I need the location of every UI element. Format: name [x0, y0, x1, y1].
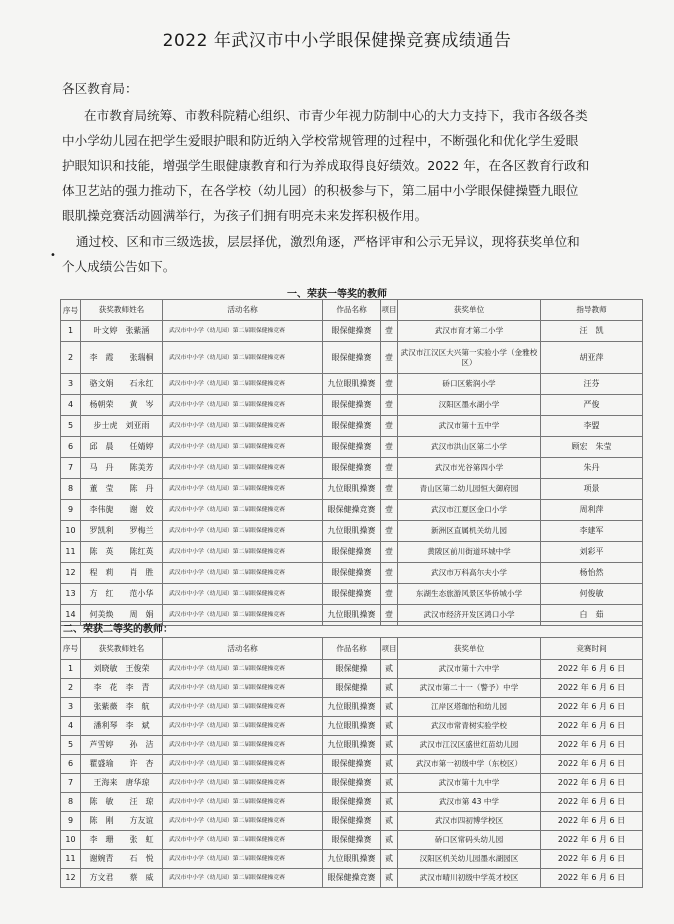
table-cell: 潘利琴 李 斌 [81, 717, 163, 736]
table-cell: 壹 [381, 605, 398, 626]
column-header: 获奖单位 [398, 300, 541, 321]
table-cell: 1 [61, 321, 81, 342]
table-cell: 2022 年 6 月 6 日 [541, 831, 643, 850]
table-cell: 贰 [381, 717, 398, 736]
table-cell: 李建军 [541, 521, 643, 542]
table-cell: 项景 [541, 479, 643, 500]
table-row [61, 416, 643, 437]
para2-line: 个人成绩公告如下。 [62, 259, 176, 274]
table-cell: 芦雪婷 孙 洁 [81, 736, 163, 755]
table-cell: 眼保健操竞赛 [323, 869, 381, 888]
column-header: 项目 [381, 300, 398, 321]
table-cell: 贰 [381, 755, 398, 774]
table-cell: 眼保健操赛 [323, 458, 381, 479]
table-cell: 李 花 李 青 [81, 679, 163, 698]
table-cell: 武汉市中小学（幼儿园）第二届眼保健操竞赛 [163, 812, 323, 831]
table-row [61, 479, 643, 500]
table-cell: 7 [61, 774, 81, 793]
table-cell: 武汉市江夏区金口小学 [398, 500, 541, 521]
table-cell: 顾宏 朱莹 [541, 437, 643, 458]
table-cell: 眼保健操赛 [323, 793, 381, 812]
table-cell: 九位眼肌操赛 [323, 698, 381, 717]
table-cell: 2022 年 6 月 6 日 [541, 736, 643, 755]
table-cell: 武汉市中小学（幼儿园）第二届眼保健操竞赛 [163, 698, 323, 717]
table-cell: 贰 [381, 679, 398, 698]
table-cell: 李 珊 张 虹 [81, 831, 163, 850]
table-cell: 杨朝荣 黄 岑 [81, 395, 163, 416]
table-cell: 武汉市育才第二小学 [398, 321, 541, 342]
table-cell: 胡亚萍 [541, 342, 643, 374]
table-row [61, 437, 643, 458]
table-row [61, 793, 643, 812]
table-row [61, 458, 643, 479]
table-cell: 武汉市中小学（幼儿园）第二届眼保健操竞赛 [163, 416, 323, 437]
table-cell: 武汉市中小学（幼儿园）第二届眼保健操竞赛 [163, 458, 323, 479]
table-cell: 罗凯利 罗梅兰 [81, 521, 163, 542]
table-row [61, 374, 643, 395]
table-cell: 壹 [381, 542, 398, 563]
table-cell: 壹 [381, 500, 398, 521]
table-cell: 何俊敏 [541, 584, 643, 605]
table-cell: 九位眼肌操赛 [323, 374, 381, 395]
table-cell: 武汉市江汉区盛世红苗幼儿园 [398, 736, 541, 755]
table-cell: 九位眼肌操赛 [323, 850, 381, 869]
table-cell: 8 [61, 479, 81, 500]
table-cell: 2022 年 6 月 6 日 [541, 755, 643, 774]
table-cell: 2022 年 6 月 6 日 [541, 869, 643, 888]
table-row [61, 395, 643, 416]
table-cell: 壹 [381, 374, 398, 395]
column-header: 获奖单位 [398, 638, 541, 660]
table-cell: 贰 [381, 850, 398, 869]
table-cell: 眼保健操赛 [323, 563, 381, 584]
table-cell: 6 [61, 437, 81, 458]
table-cell: 壹 [381, 563, 398, 584]
table-cell: 11 [61, 850, 81, 869]
table-cell: 2 [61, 342, 81, 374]
table-cell: 壹 [381, 458, 398, 479]
table-cell: 李伟旎 谢 姣 [81, 500, 163, 521]
column-header: 活动名称 [163, 638, 323, 660]
para1-line: 护眼知识和技能，增强学生眼健康教育和行为养成取得良好绩效。2022 年，在各区教育行政和 [62, 158, 590, 173]
table-cell: 步士虎 刘亚雨 [81, 416, 163, 437]
table-cell: 武汉市经济开发区鸿口小学 [398, 605, 541, 626]
table-cell: 2022 年 6 月 6 日 [541, 812, 643, 831]
table-cell: 李 霞 张瑞桐 [81, 342, 163, 374]
table-row [61, 736, 643, 755]
table-cell: 武汉市中小学（幼儿园）第二届眼保健操竞赛 [163, 850, 323, 869]
table-row [61, 584, 643, 605]
table-cell: 眼保健操赛 [323, 437, 381, 458]
table-cell: 武汉市中小学（幼儿园）第二届眼保健操竞赛 [163, 869, 323, 888]
para1-line: 体卫艺站的强力推动下，在各学校（幼儿园）的积极参与下，第二届中小学眼保健操暨九眼位 [62, 183, 579, 198]
bullet-mark: • [50, 250, 56, 261]
table-cell: 武汉市中小学（幼儿园）第二届眼保健操竞赛 [163, 605, 323, 626]
table-cell: 武汉市中小学（幼儿园）第二届眼保健操竞赛 [163, 563, 323, 584]
table-cell: 2022 年 6 月 6 日 [541, 850, 643, 869]
table-cell: 眼保健操赛 [323, 395, 381, 416]
table-row [61, 563, 643, 584]
table-cell: 眼保健操赛 [323, 755, 381, 774]
table-row [61, 500, 643, 521]
table-row [61, 679, 643, 698]
table-cell: 武汉市中小学（幼儿园）第二届眼保健操竞赛 [163, 736, 323, 755]
table-cell: 武汉市万科高尔夫小学 [398, 563, 541, 584]
table-header-row [61, 300, 643, 321]
column-header: 作品名称 [323, 300, 381, 321]
table-row [61, 774, 643, 793]
table-cell: 董 莹 陈 丹 [81, 479, 163, 500]
table-row [61, 755, 643, 774]
table-cell: 武汉市中小学（幼儿园）第二届眼保健操竞赛 [163, 542, 323, 563]
table-cell: 贰 [381, 660, 398, 679]
second-prize-table [60, 621, 643, 888]
table-row [61, 717, 643, 736]
para1-line: 中小学幼儿园在把学生爱眼护眼和防近纳入学校常规管理的过程中，不断强化和优化学生爱眼 [62, 133, 579, 148]
column-header: 活动名称 [163, 300, 323, 321]
table-cell: 硚口区常码头幼儿园 [398, 831, 541, 850]
table-cell: 贰 [381, 831, 398, 850]
table-cell: 马 丹 陈美芳 [81, 458, 163, 479]
table-cell: 陈 刚 方友谊 [81, 812, 163, 831]
table-cell: 周利萍 [541, 500, 643, 521]
column-header: 作品名称 [323, 638, 381, 660]
table-cell: 武汉市中小学（幼儿园）第二届眼保健操竞赛 [163, 342, 323, 374]
greeting: 各区教育局： [62, 81, 138, 96]
table-cell: 朱丹 [541, 458, 643, 479]
table-cell: 武汉市中小学（幼儿园）第二届眼保健操竞赛 [163, 717, 323, 736]
table-cell: 九位眼肌操赛 [323, 736, 381, 755]
table-cell: 5 [61, 416, 81, 437]
table-row [61, 521, 643, 542]
first-prize-table [60, 299, 643, 626]
table-row [61, 812, 643, 831]
section2-heading: 二、荣获二等奖的教师： [61, 622, 643, 638]
table-cell: 谢婉青 石 悦 [81, 850, 163, 869]
para2-line: 通过校、区和市三级选拔，层层择优，激烈角逐，严格评审和公示无异议，现将获奖单位和 [76, 234, 580, 249]
table-cell: 眼保健操赛 [323, 831, 381, 850]
table-cell: 武汉市中小学（幼儿园）第二届眼保健操竞赛 [163, 679, 323, 698]
table-cell: 6 [61, 755, 81, 774]
table-cell: 武汉市光谷第四小学 [398, 458, 541, 479]
table-cell: 武汉市中小学（幼儿园）第二届眼保健操竞赛 [163, 321, 323, 342]
table-cell: 武汉市第十九中学 [398, 774, 541, 793]
table-cell: 壹 [381, 521, 398, 542]
table-cell: 10 [61, 521, 81, 542]
table-cell: 武汉市中小学（幼儿园）第二届眼保健操竞赛 [163, 584, 323, 605]
table-cell: 武汉市洪山区第二小学 [398, 437, 541, 458]
table-cell: 骆文娟 石永红 [81, 374, 163, 395]
table-cell: 眼保健操赛 [323, 542, 381, 563]
table-cell: 白 茹 [541, 605, 643, 626]
table-cell: 江岸区塔珈怡和幼儿园 [398, 698, 541, 717]
table-cell: 壹 [381, 584, 398, 605]
table-cell: 眼保健操 [323, 660, 381, 679]
table-cell: 2022 年 6 月 6 日 [541, 660, 643, 679]
page-title: 2022 年武汉市中小学眼保健操竞赛成绩通告 [162, 31, 512, 51]
table-cell: 陈 敏 汪 琼 [81, 793, 163, 812]
table-cell: 11 [61, 542, 81, 563]
table-cell: 贰 [381, 869, 398, 888]
table-row [61, 321, 643, 342]
table-cell: 眼保健操竞赛 [323, 500, 381, 521]
table-cell: 黄陂区前川街道环城中学 [398, 542, 541, 563]
table-cell: 汪 凯 [541, 321, 643, 342]
table-row [61, 342, 643, 374]
table-cell: 壹 [381, 437, 398, 458]
table-cell: 刘彩平 [541, 542, 643, 563]
column-header: 项目 [381, 638, 398, 660]
table-cell: 严俊 [541, 395, 643, 416]
column-header: 指导教师 [541, 300, 643, 321]
table-cell: 程 莉 肖 胜 [81, 563, 163, 584]
table-cell: 眼保健操赛 [323, 584, 381, 605]
table-cell: 2 [61, 679, 81, 698]
table-cell: 10 [61, 831, 81, 850]
table-cell: 1 [61, 660, 81, 679]
table-cell: 汉阳区机关幼儿园墨水湖园区 [398, 850, 541, 869]
table-cell: 8 [61, 793, 81, 812]
table-cell: 新洲区直属机关幼儿园 [398, 521, 541, 542]
column-header: 获奖教师姓名 [81, 638, 163, 660]
table-cell: 眼保健操赛 [323, 342, 381, 374]
table-cell: 壹 [381, 342, 398, 374]
table-cell: 武汉市江汉区大兴第一实验小学（金雅校区） [398, 342, 541, 374]
table-cell: 瞿盛瑜 许 杏 [81, 755, 163, 774]
table-cell: 武汉市常青树实验学校 [398, 717, 541, 736]
table-cell: 贰 [381, 793, 398, 812]
table-cell: 武汉市第十五中学 [398, 416, 541, 437]
table-cell: 2022 年 6 月 6 日 [541, 717, 643, 736]
table-cell: 贰 [381, 812, 398, 831]
table-cell: 武汉市四初博学校区 [398, 812, 541, 831]
table-row [61, 831, 643, 850]
table-cell: 叶文婷 张紫涵 [81, 321, 163, 342]
table-cell: 4 [61, 717, 81, 736]
table-cell: 壹 [381, 479, 398, 500]
table-cell: 九位眼肌操赛 [323, 521, 381, 542]
table-cell: 何美焕 周 娟 [81, 605, 163, 626]
table-cell: 武汉市中小学（幼儿园）第二届眼保健操竞赛 [163, 479, 323, 500]
table-cell: 九位眼肌操赛 [323, 605, 381, 626]
column-header: 序号 [61, 638, 81, 660]
table-cell: 邱 晨 任婧婷 [81, 437, 163, 458]
table-cell: 壹 [381, 395, 398, 416]
table-cell: 汪芬 [541, 374, 643, 395]
table-cell: 武汉市中小学（幼儿园）第二届眼保健操竞赛 [163, 831, 323, 850]
table-cell: 武汉市中小学（幼儿园）第二届眼保健操竞赛 [163, 755, 323, 774]
para1-line: 在市教育局统筹、市教科院精心组织、市青少年视力防制中心的大力支持下，我市各级各类 [84, 108, 588, 123]
table-cell: 硚口区紫润小学 [398, 374, 541, 395]
table-cell: 12 [61, 869, 81, 888]
column-header: 序号 [61, 300, 81, 321]
table-row [61, 850, 643, 869]
table-cell: 李盟 [541, 416, 643, 437]
table-cell: 武汉市中小学（幼儿园）第二届眼保健操竞赛 [163, 521, 323, 542]
table-cell: 贰 [381, 774, 398, 793]
table-cell: 2022 年 6 月 6 日 [541, 793, 643, 812]
table-cell: 九位眼肌操赛 [323, 717, 381, 736]
table-row [61, 660, 643, 679]
table-cell: 12 [61, 563, 81, 584]
table-cell: 王海来 唐华琼 [81, 774, 163, 793]
table-cell: 13 [61, 584, 81, 605]
table-cell: 5 [61, 736, 81, 755]
table-cell: 壹 [381, 416, 398, 437]
table-cell: 武汉市中小学（幼儿园）第二届眼保健操竞赛 [163, 500, 323, 521]
column-header: 竞赛时间 [541, 638, 643, 660]
table-cell: 3 [61, 698, 81, 717]
table-cell: 青山区第二幼儿园恒大御府园 [398, 479, 541, 500]
table-cell: 眼保健操 [323, 679, 381, 698]
table-cell: 眼保健操赛 [323, 812, 381, 831]
table-cell: 武汉市晴川初级中学英才校区 [398, 869, 541, 888]
table-cell: 张紫薇 李 航 [81, 698, 163, 717]
section1-heading: 一、荣获一等奖的教师 [287, 289, 387, 300]
table-cell: 武汉市中小学（幼儿园）第二届眼保健操竞赛 [163, 395, 323, 416]
table-cell: 武汉市中小学（幼儿园）第二届眼保健操竞赛 [163, 774, 323, 793]
table-cell: 陈 英 陈红英 [81, 542, 163, 563]
table-cell: 刘晓敏 王俊荣 [81, 660, 163, 679]
table-header-row [61, 638, 643, 660]
table-cell: 武汉市第二十一（警予）中学 [398, 679, 541, 698]
table-cell: 眼保健操赛 [323, 774, 381, 793]
table-cell: 汉阳区墨水湖小学 [398, 395, 541, 416]
table-cell: 贰 [381, 698, 398, 717]
table-cell: 2022 年 6 月 6 日 [541, 679, 643, 698]
table-cell: 武汉市中小学（幼儿园）第二届眼保健操竞赛 [163, 660, 323, 679]
table-cell: 贰 [381, 736, 398, 755]
table-cell: 壹 [381, 321, 398, 342]
table-cell: 武汉市中小学（幼儿园）第二届眼保健操竞赛 [163, 793, 323, 812]
table-cell: 4 [61, 395, 81, 416]
table-cell: 14 [61, 605, 81, 626]
table-cell: 眼保健操赛 [323, 321, 381, 342]
table-cell: 9 [61, 500, 81, 521]
table-cell: 方 红 范小华 [81, 584, 163, 605]
table-cell: 武汉市第十六中学 [398, 660, 541, 679]
table-cell: 杨怡然 [541, 563, 643, 584]
table-cell: 武汉市第一初级中学（东校区） [398, 755, 541, 774]
table-cell: 武汉市中小学（幼儿园）第二届眼保健操竞赛 [163, 374, 323, 395]
table-cell: 9 [61, 812, 81, 831]
table-row [61, 698, 643, 717]
table-row [61, 869, 643, 888]
table-cell: 武汉市第 43 中学 [398, 793, 541, 812]
table-cell: 3 [61, 374, 81, 395]
table-row [61, 542, 643, 563]
table-cell: 武汉市中小学（幼儿园）第二届眼保健操竞赛 [163, 437, 323, 458]
table-cell: 眼保健操赛 [323, 416, 381, 437]
table-cell: 九位眼肌操赛 [323, 479, 381, 500]
table-cell: 方文君 蔡 威 [81, 869, 163, 888]
table-cell: 2022 年 6 月 6 日 [541, 774, 643, 793]
para1-line: 眼肌操竞赛活动圆满举行，为孩子们拥有明亮未来发挥积极作用。 [62, 208, 428, 223]
table-cell: 2022 年 6 月 6 日 [541, 698, 643, 717]
table-cell: 7 [61, 458, 81, 479]
column-header: 获奖教师姓名 [81, 300, 163, 321]
table-cell: 东湖生态旅游风景区华侨城小学 [398, 584, 541, 605]
